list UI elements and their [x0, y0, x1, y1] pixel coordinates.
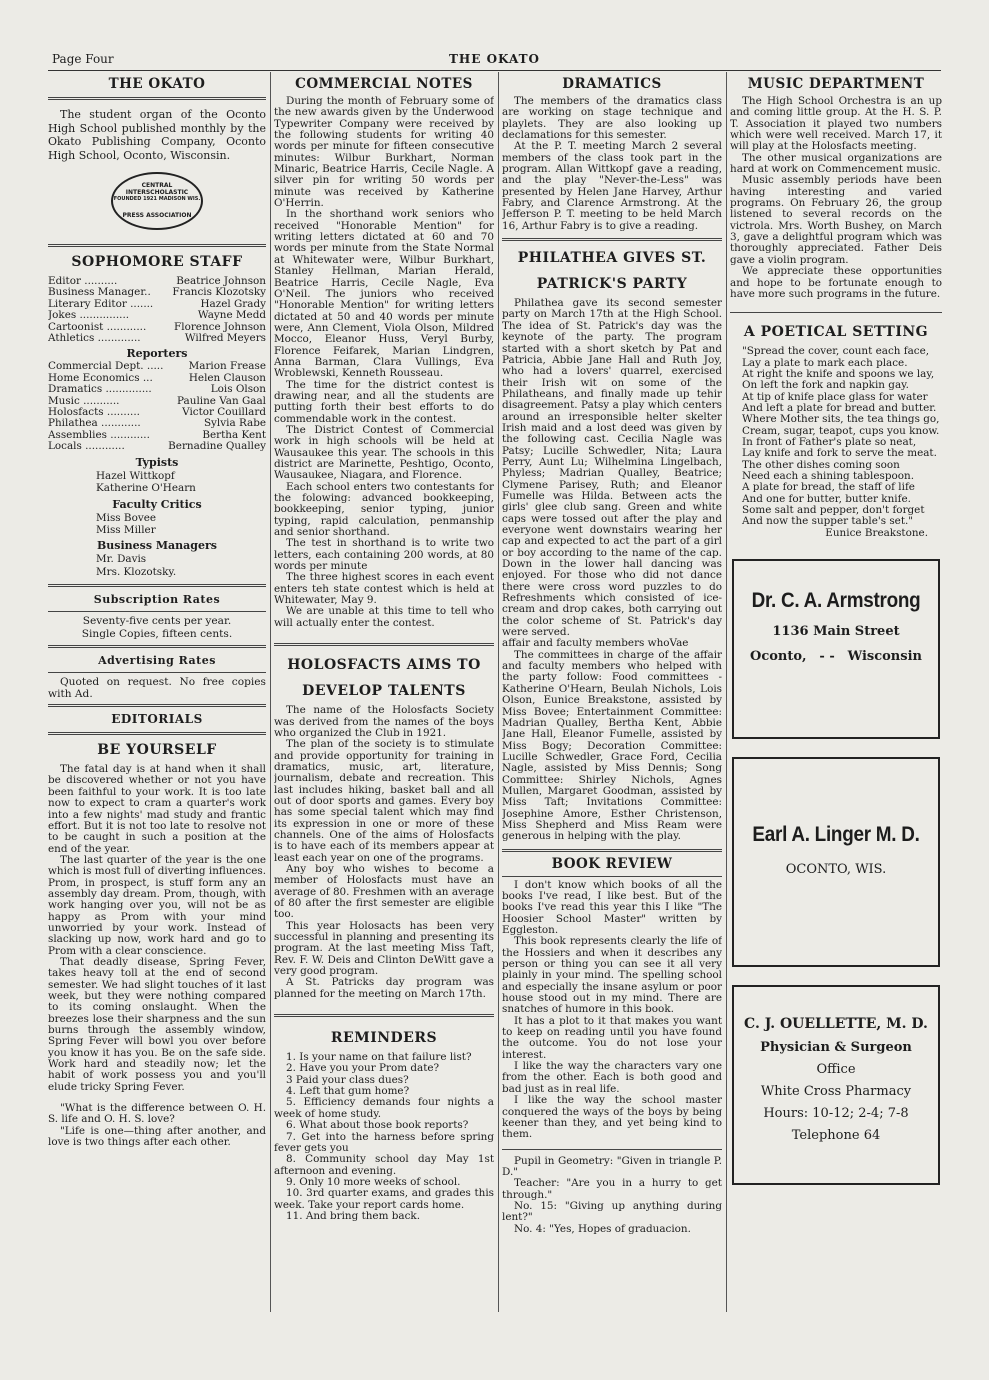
advertising-heading: Advertising Rates [98, 654, 216, 668]
poem [730, 346, 942, 528]
ad-name: C. J. OUELLETTE, M. D. [744, 1016, 928, 1033]
rule [48, 244, 266, 247]
poem-line: Lay a plate to mark each place. [742, 356, 908, 369]
staff-name: Bertha Kent [202, 428, 266, 441]
staff-name: Florence Johnson [174, 320, 266, 333]
editorial-paragraph: The last quarter of the year is the one which is most full of diverting influences. Prom, in prospect, is stuff form any an assembly day dream. Prom, though, with work hanging over you, will not be as happy as Prom with your mind unworried by your work. Instead of slacking up now, work hard and go to Prom with a clear conscience. [48, 853, 266, 957]
article-paragraph: The District Contest of Commercial work in high schools will be held at Wausaukee this year. The schools in this district are Marinette, Peshtigo, Oconto, Wausaukee, Niagara, and Florence. [274, 423, 494, 482]
ad-linger [732, 757, 940, 967]
ad-office: Office [816, 1062, 856, 1078]
staff-name: Beatrice Johnson [176, 275, 266, 287]
article-paragraph: I like the way the characters vary one from the other. Each is both good and bad just as in real life. [502, 1060, 722, 1095]
critics-heading: Faculty Critics [112, 497, 202, 511]
poem-line: Cream, sugar, teapot, cups you know. [742, 424, 940, 437]
header-rule [48, 70, 941, 71]
staff-name: Francis Klozotsky [172, 286, 266, 299]
poem-author: Eunice Breakstone. [825, 526, 928, 539]
press-association-seal [111, 172, 203, 230]
be-yourself-heading: BE YOURSELF [97, 742, 217, 759]
staff-name: Wilfred Meyers [184, 332, 266, 345]
rule [274, 1014, 494, 1017]
ad-name: Earl A. Linger M. D. [752, 823, 920, 847]
book-review-heading: BOOK REVIEW [551, 855, 673, 872]
staff-role: Editor .......... [48, 275, 118, 287]
holosfacts-heading-2: DEVELOP TALENTS [302, 683, 466, 700]
article-paragraph: A St. Patricks day program was planned for the meeting on March 17th. [274, 976, 494, 1000]
article-paragraph: In the shorthand work seniors who received "Honorable Mention" for writing letters dictated at 60 and 70 words per minute from the State Normal at Whitewater were, Wilbur Burkhart, Stanley Hellman, Marian Herald, Beatrice Harris, Cecile Nagle, Eva O'Neil. The juniors who received "Honorable Mention" for writing letters dictated at 50 and 40 words per minute were, Ann Clement, Viola Olson, Mildred Mocco, Eleanor Huss, Veryl Burby, Florence Feifarek, Marian Lindgren, Anna Barman, Clara Vullings, Eva Wroblewski, Kenneth Rousseau. [274, 208, 494, 380]
article-paragraph: Each school enters two contestants for the folowing: advanced bookkeeping, bookkeeping, senior typing, junior typing, rapid calculation, penmanship and senior shorthand. [274, 480, 494, 539]
article-paragraph: The other musical organizations are hard at work on Commencement music. [730, 151, 942, 176]
staff-name: Hazel Grady [200, 297, 266, 310]
reminder-item: 3 Paid your class dues? [286, 1073, 409, 1086]
reporters-list [48, 361, 266, 452]
editorials-heading: EDITORIALS [111, 712, 203, 727]
article-paragraph: The members of the dramatics class are working on stage technique and playlets. They are also looking up declamations for this semester. [502, 95, 722, 142]
poem-line: A plate for bread, the staff of life [742, 481, 915, 494]
ad-city: Oconto, [750, 649, 807, 665]
ad-state: Wisconsin [847, 649, 922, 665]
reminder-item: 2. Have you your Prom date? [286, 1062, 440, 1075]
ad-city: OCONTO, WIS. [785, 862, 887, 878]
staff-role: Assemblies ............ [48, 428, 150, 441]
philathea-heading: PHILATHEA GIVES ST. [517, 250, 707, 267]
article-paragraph: It has a plot to it that makes you want to keep on reading until you have found the outcome. You do not lose your interest. [502, 1014, 722, 1061]
joke-line: No. 4: "Yes, Hopes of graduacion. [514, 1222, 691, 1235]
staff-row [48, 310, 266, 321]
commercial-heading: COMMERCIAL NOTES [295, 76, 473, 92]
page-number: Page Four [52, 52, 114, 66]
reminder-item: 5. Efficiency demands four nights a week of home study. [274, 1096, 494, 1120]
poem-line: The other dishes coming soon [742, 458, 900, 471]
staff-name: Marion Frease [188, 360, 266, 373]
rule [48, 645, 266, 648]
column-divider [498, 72, 499, 1312]
staff-role: Home Economics ... [48, 371, 153, 384]
ad-armstrong [732, 559, 940, 739]
staff-name: Wayne Medd [197, 309, 266, 322]
staff-name: Helen Clauson [188, 371, 266, 384]
running-header [52, 52, 937, 68]
okato-heading: THE OKATO [108, 76, 206, 92]
critic-name: Miss Bovee [96, 511, 156, 524]
music-heading: MUSIC DEPARTMENT [747, 76, 925, 92]
rule [48, 97, 266, 100]
typist-name: Hazel Wittkopf [96, 469, 175, 482]
staff-name: Victor Couillard [182, 406, 266, 419]
poem-line: Where Mother sits, the tea things go, [742, 413, 940, 426]
reminder-item: 8. Community school day May 1st afternoon and evening. [274, 1153, 494, 1177]
subscription-heading: Subscription Rates [93, 593, 221, 607]
reminder-item: 10. 3rd quarter exams, and grades this week. Take your report cards home. [274, 1187, 494, 1211]
rule [502, 238, 722, 241]
article-paragraph: The test in shorthand is to write two letters, each containing 200 words, at 80 words per minute [274, 537, 494, 573]
ad-ouellette [732, 985, 940, 1185]
staff-name: Pauline Van Gaal [177, 394, 266, 407]
ad-name: Dr. C. A. Armstrong [751, 589, 921, 613]
rule [48, 672, 266, 673]
reminder-item: 1. Is your name on that failure list? [286, 1051, 472, 1064]
article-paragraph: I don't know which books of all the books I've read, I like best. But of the books I've read this year this I like "The Hoosier School Master" written by Eggleston. [502, 878, 722, 936]
article-paragraph: The plan of the society is to stimulate and provide opportunity for training in dramatics, music, art, literature, journalism, debate and recreation. This last includes hiking, basket ball and all out of door sports and games. Every boy has some special talent which may find its expression in one or more of these channels. One of the aims of Holosfacts is to have each of its members appear at least each year on one of the programs. [274, 738, 494, 864]
poem-line: And now the supper table's set." [742, 515, 914, 528]
rule [48, 611, 266, 612]
business-managers-heading: Business Managers [97, 539, 217, 553]
article-paragraph: Any boy who wishes to become a member of Holosfacts must have an average of 80. Freshmen with an average of 80 after the first semester are eligible too. [274, 862, 494, 921]
article-paragraph: The committees in charge of the affair and faculty members who helped with the party follow: Food committees -Katherine O'Hearn, Beulah Nichols, Lois Olson, Eunice Breakstone, assisted by Miss Bovee; Entertainment Committee: Madrian Qualley, Bertha Kent, Abbie Jane Hall, Eleanor Fumelle, assisted by Miss Bogy; Decoration Committee: Lucille Schwedler, Grace Ford, Cecilia Nagle, assisted by Miss Dennis; Song Committee: Shirley Nichols, Agnes Mullen, Margaret Goodman, assisted by Miss Taft; Invitations Committee: Josephine Amore, Esther Christenson, Miss Shepherd and Miss Ream were generous in helping with the play. [502, 648, 722, 843]
staff-role: Business Manager.. [48, 286, 151, 299]
ad-street: 1136 Main Street [772, 624, 900, 640]
dramatics-heading: DRAMATICS [562, 76, 662, 92]
reminders-heading: REMINDERS [330, 1030, 438, 1047]
staff-name: Bernadine Qualley [168, 440, 266, 453]
reminders-list [274, 1052, 494, 1222]
rule [48, 584, 266, 587]
article-paragraph: The three highest scores in each event enters teh state contest which is held at Whitewater, May 9. [274, 571, 494, 607]
joke-question: "What is the difference between O. H. S. life and O. H. S. love? [48, 1102, 266, 1126]
rule [502, 876, 722, 877]
staff-name: Lois Olson [210, 383, 266, 396]
joke-line: No. 15: "Giving up anything during lent?" [502, 1199, 722, 1224]
poem-line: At tip of knife place glass for water [742, 390, 928, 403]
poem-line: And one for butter, butter knife. [742, 492, 911, 505]
paper-name: THE OKATO [448, 52, 541, 66]
critic-name: Miss Miller [96, 523, 156, 536]
column-divider [726, 72, 727, 1312]
column-divider [270, 72, 271, 1312]
ad-city-row [734, 649, 938, 664]
poem-line: Lay knife and fork to serve the meat. [742, 447, 937, 460]
business-manager-name: Mrs. Klozotsky. [96, 565, 177, 578]
staff-role: Cartoonist ............ [48, 320, 147, 333]
column-3 [502, 72, 722, 1360]
reminder-item: 4. Left that gum home? [286, 1085, 410, 1098]
ad-dashes: - - [819, 649, 835, 665]
seal-text: CENTRAL INTERSCHOLASTIC [125, 182, 189, 196]
staff-heading: SOPHOMORE STAFF [71, 254, 243, 270]
article-paragraph: The High School Orchestra is an up and coming little group. At the H. S. P. T. Association it played two numbers which were well received. March 17, it will play at the Holosfacts meeting. [730, 95, 942, 153]
okato-description: The student organ of the Oconto High School published monthly by the Okato Publishing Company, Oconto High School, Oconto, Wisconsin. [48, 108, 266, 162]
staff-row [48, 384, 266, 395]
rule [730, 312, 942, 313]
article-paragraph: We are unable at this time to tell who will actually enter the contest. [274, 605, 494, 629]
staff-role: Dramatics .............. [48, 383, 152, 396]
joke-line: Teacher: "Are you in a hurry to get through." [502, 1177, 722, 1201]
ad-phone: Telephone 64 [791, 1128, 881, 1144]
reminder-item: 9. Only 10 more weeks of school. [286, 1175, 461, 1188]
poem-line: And left a plate for bread and butter. [742, 401, 937, 414]
poem-heading: A POETICAL SETTING [743, 324, 929, 341]
reminder-item: 6. What about those book reports? [286, 1119, 469, 1132]
subscription-single: Single Copies, fifteen cents. [81, 628, 233, 641]
editorial-paragraph: That deadly disease, Spring Fever, takes heavy toll at the end of second semester. We had slight touches of it last week, but they were nothing compared to its coming onslaught. When the breezes lose their sharpness and the sun burns through the assembly window, Spring Fever will bowl you over before you know it has you. Be on the safe side. Work hard and steadily now; let the habit of work possess you and you'll elude tricky Spring Fever. [48, 955, 266, 1093]
article-paragraph: This year Holosacts has been very successful in planning and presenting its program. At the last meeting Miss Taft, Rev. F. W. Deis and Clinton DeWitt gave a very good program. [274, 919, 494, 978]
rule [274, 643, 494, 646]
ad-pharmacy: White Cross Pharmacy [760, 1084, 912, 1100]
holosfacts-heading: HOLOSFACTS AIMS TO [287, 657, 481, 674]
poem-line: On left the fork and napkin gay. [742, 379, 909, 392]
poem-line: "Spread the cover, count each face, [742, 345, 930, 358]
article-paragraph: During the month of February some of the new awards given by the Underwood Typewriter Company were received by the following students for writing 40 words per minute for fifteen consecutive minutes: Wilbur Burkhart, Norman Minaric, Beatrice Harris, Cecile Nagle. A silver pin for writing 50 words per minute was received by Katherine O'Herrin. [274, 95, 494, 210]
staff-list [48, 276, 266, 344]
reporters-heading: Reporters [126, 347, 188, 361]
article-paragraph: affair and faculty members whoVae [502, 637, 689, 650]
rule [502, 849, 722, 852]
article-paragraph: Philathea gave its second semester party on March 17th at the High School. The idea of St. Patrick's day was the keynote of the party. The program started with a short sketch by Pat and Patricia, Abbie Jane Hall and Ruth Joy, who had a lovers' quarrel, exercised their Irish wit on some of the Philatheans, and finally made up tehir disagreement. Patsy a play which centers around an irresponsible helter skelter Irish maid and a lost deed was given by the following cast. Cecilia Nagle was Patsy; Lucille Schwedler, Nita; Laura Perry, Aunt Lu; Wilhelmina Lingelbach, Phyless; Madrian Qualley, Beatrice; Clymene Parisey, Ruth; and Eleanor Fumelle was Hilda. Between acts the girls' glee club sang. Green and white caps were tossed out after the play and everyone went downstairs wearing her cap and expected to act the part of a girl or boy according to the name of the cap. Down in the lower hall dancing was enjoyed. For those who did not dance there were cross word puzzles to do Refreshments which consisted of ice-cream and drop cakes, both carrying out the color scheme of St. Patrick's day were served. [502, 297, 722, 639]
editorial-paragraph: The fatal day is at hand when it shall be discovered whether or not you have been faithful to your work. It is too late now to expect to cram a quarter's work into a few nights' mad study and frantic effort. But it is not too late to resolve not to be caught in such a position at the end of the year. [48, 763, 266, 855]
subscription-year: Seventy-five cents per year. [82, 615, 232, 628]
typist-name: Katherine O'Hearn [96, 482, 196, 495]
rule [502, 1149, 722, 1150]
seal-text: FOUNDED 1921 MADISON WIS. [113, 196, 201, 202]
article-paragraph: The time for the district contest is drawing near, and all the students are putting forth their best efforts to do commendable work in the contest. [274, 378, 494, 425]
staff-role: Literary Editor ....... [48, 297, 154, 310]
poem-line: At right the knife and spoons we lay, [742, 367, 935, 380]
staff-role: Philathea ............ [48, 417, 141, 430]
article-paragraph: This book represents clearly the life of the Hossiers and when it describes any person or thing you can see it all very plainly in your mind. The spelling school and especially the insane asylum or poor house stood out in my mind. There are snatches of humore in this book. [502, 935, 722, 1016]
column-4 [730, 72, 942, 1360]
staff-name: Sylvia Rabe [203, 417, 266, 430]
business-manager-name: Mr. Davis [96, 553, 147, 566]
advertising-text: Quoted on request. No free copies with Ad. [48, 676, 266, 701]
staff-role: Commercial Dept. ..... [48, 360, 164, 373]
article-paragraph: Music assembly periods have been having interesting and varied programs. On February 26, the group listened to several records on the victrola. Mrs. Worth Bushey, on March 3, gave a delightful program which was thoroughly appreciated. Father Deis gave a violin program. [730, 174, 942, 266]
philathea-heading-2: PATRICK'S PARTY [536, 276, 688, 293]
joke-answer: "Life is one—thing after another, and love is two things after each other. [48, 1124, 266, 1149]
seal-text: PRESS ASSOCIATION [122, 212, 192, 219]
joke-line: Pupil in Geometry: "Given in triangle P. D." [502, 1154, 722, 1178]
rule [48, 732, 266, 735]
reminder-item: 7. Get into the harness before spring fever gets you [274, 1130, 494, 1154]
staff-role: Holosfacts .......... [48, 406, 140, 419]
staff-role: Athletics ............. [48, 332, 141, 345]
reminder-item: 11. And bring them back. [286, 1209, 421, 1222]
staff-role: Music ........... [48, 394, 120, 407]
rule [48, 704, 266, 707]
article-paragraph: I like the way the school master conquered the ways of the boys by being keener than they, and yet being kind to them. [502, 1094, 722, 1141]
poem-line: Some salt and pepper, don't forget [742, 504, 925, 516]
article-paragraph: The name of the Holosfacts Society was derived from the names of the boys who organized the Club in 1921. [274, 704, 494, 739]
ad-title: Physician & Surgeon [760, 1040, 912, 1056]
staff-row [48, 441, 266, 452]
staff-role: Jokes ............... [48, 309, 130, 322]
staff-row [48, 333, 266, 344]
typists-heading: Typists [135, 455, 179, 469]
ad-hours: Hours: 10-12; 2-4; 7-8 [763, 1106, 909, 1122]
staff-role: Locals ............ [48, 440, 125, 453]
article-paragraph: At the P. T. meeting March 2 several members of the class took part in the program. Allan Wittkopf gave a reading, and the play "Never-the-Less" was presented by Helen Jane Harvey, Arthur Fabry, and Clarence Armstrong. At the Jefferson P. T. meeting to be held March 16, Arthur Fabry is to give a reading. [502, 140, 722, 232]
poem-line: In front of Father's plate so neat, [742, 435, 917, 448]
article-paragraph: We appreciate these opportunities and hope to be fortunate enough to have more such programs in the future. [730, 265, 942, 300]
column-1 [48, 72, 266, 1360]
column-2 [274, 72, 494, 1360]
poem-line: Need each a shining tablespoon. [742, 469, 914, 482]
